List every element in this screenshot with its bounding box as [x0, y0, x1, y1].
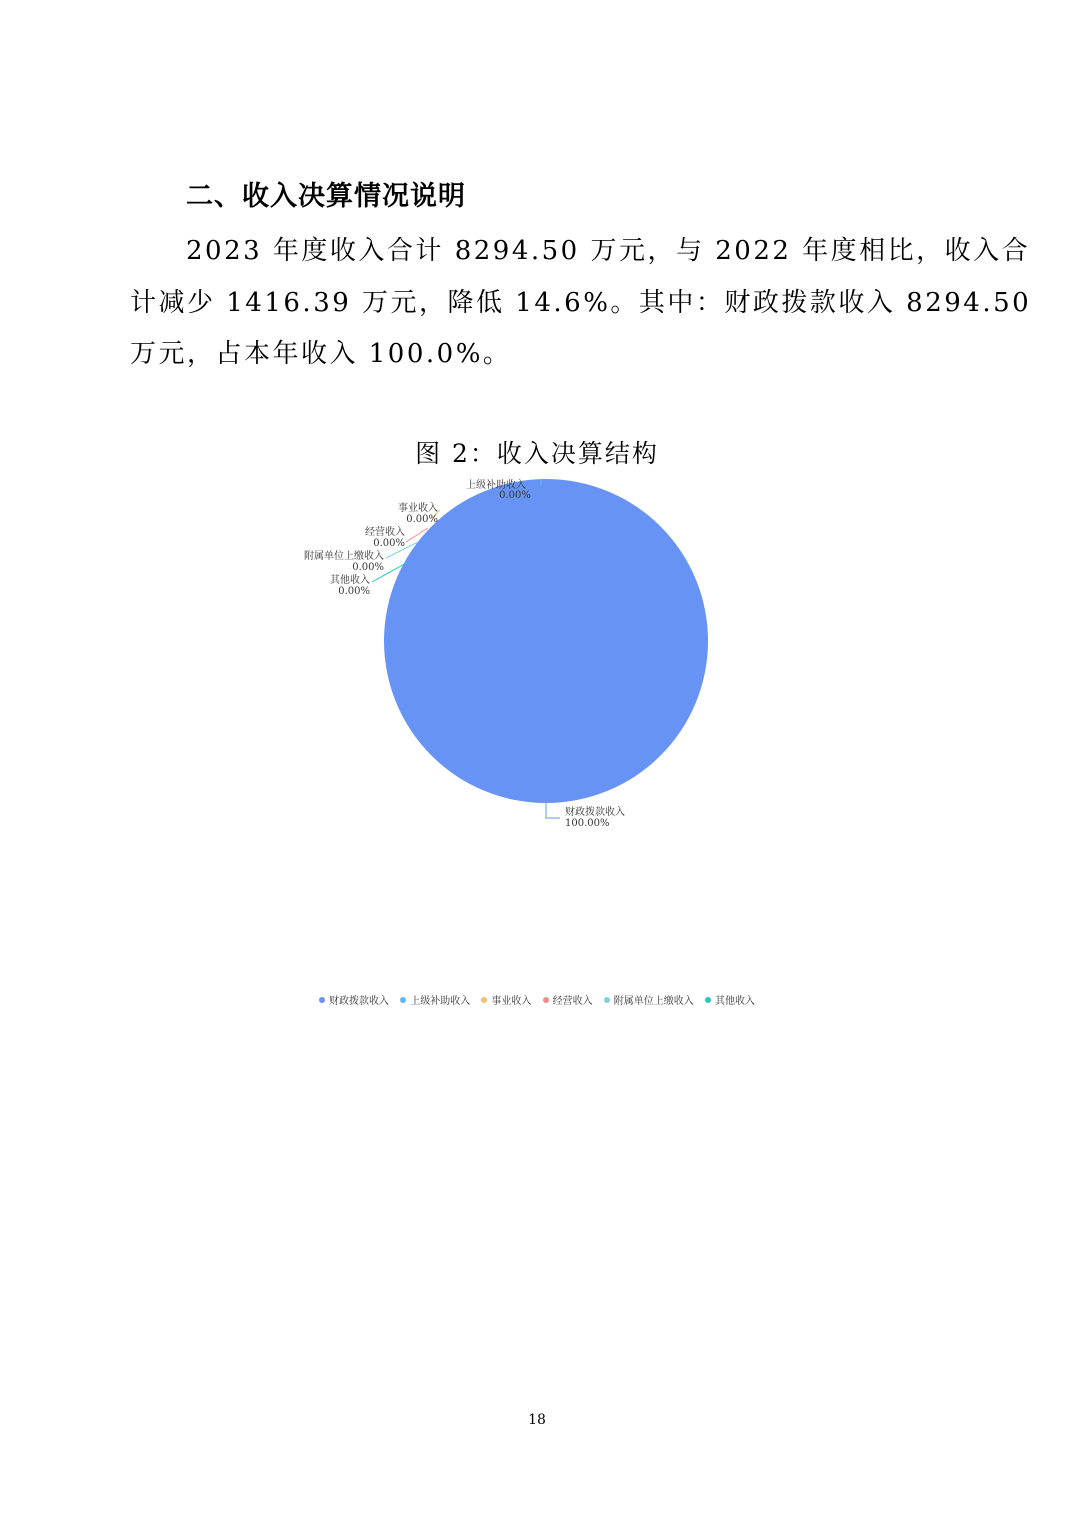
legend-label-caizheng: 财政拨款收入: [329, 996, 390, 1007]
label-jingying-value: 0.00%: [373, 538, 405, 549]
label-fushu-value: 0.00%: [352, 562, 384, 573]
legend-item-jingying[interactable]: [543, 992, 593, 1007]
legend-dot-shiye: [481, 997, 487, 1003]
label-caizheng-name: 财政拨款收入: [565, 807, 625, 818]
legend-dot-shangji: [400, 997, 406, 1003]
legend-dot-fushu: [604, 997, 610, 1003]
pie-slice-caizheng: [384, 479, 708, 803]
legend-item-caizheng[interactable]: [319, 992, 389, 1007]
legend-dot-qita: [705, 997, 711, 1003]
legend-item-shangji[interactable]: [400, 992, 470, 1007]
chart-title: 图 2：收入决算结构: [415, 439, 659, 468]
legend-label-shangji: 上级补助收入: [410, 996, 471, 1007]
legend-item-fushu[interactable]: [604, 992, 694, 1007]
legend-dot-jingying: [543, 997, 549, 1003]
label-caizheng-value: 100.00%: [565, 818, 610, 829]
legend-item-shiye[interactable]: [481, 992, 531, 1007]
chart-legend: [0, 992, 1074, 1007]
label-qita-name: 其他收入: [330, 575, 370, 586]
paragraph-line-2: 计减少 1416.39 万元，降低 14.6%。其中：财政拨款收入 8294.50: [130, 288, 1032, 318]
legend-dot-caizheng: [319, 997, 325, 1003]
label-jingying-name: 经营收入: [365, 527, 405, 538]
legend-label-jingying: 经营收入: [552, 996, 593, 1007]
label-qita-value: 0.00%: [338, 586, 370, 597]
legend-label-shiye: 事业收入: [491, 996, 532, 1007]
paragraph-line-3: 万元，占本年收入 100.0%。: [130, 339, 512, 369]
section-heading: 二、收入决算情况说明: [186, 181, 466, 212]
paragraph-line-1: 2023 年度收入合计 8294.50 万元，与 2022 年度相比，收入合: [186, 236, 1031, 266]
label-fushu-name: 附属单位上缴收入: [304, 551, 384, 562]
label-shangji-value: 0.00%: [499, 490, 531, 501]
page-number: 18: [528, 1412, 546, 1428]
legend-item-qita[interactable]: [705, 992, 755, 1007]
legend-label-fushu: 附属单位上缴收入: [613, 996, 694, 1007]
label-shiye-value: 0.00%: [406, 514, 438, 525]
leader-line-caizheng: [546, 803, 560, 818]
label-shiye-name: 事业收入: [398, 503, 438, 514]
label-shangji-name: 上级补助收入: [466, 480, 526, 491]
legend-label-qita: 其他收入: [714, 996, 755, 1007]
